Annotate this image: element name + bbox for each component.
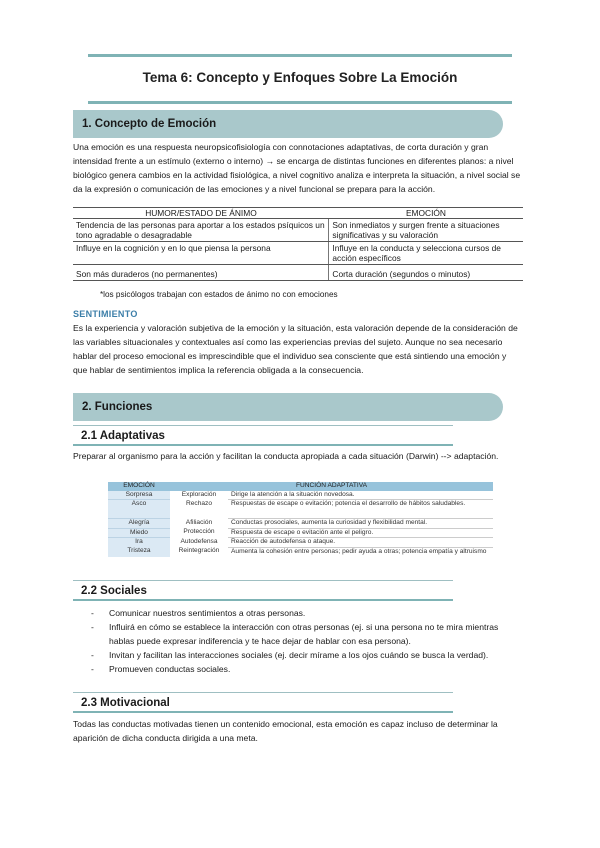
psychologists-note: *los psicólogos trabajan con estados de ánimo no con emociones [100,290,338,299]
emotion-cell: Asco [108,500,170,519]
table-header-row [108,482,493,491]
description-cell: Respuesta de escape o evitación ante el peligro. [228,528,493,538]
list-item-text: Invitan y facilitan las interacciones sociales (ej. decir mírame a los ojos cuándo se busca la verdad). [109,650,489,660]
title-underline [88,101,512,104]
table-row [108,491,493,500]
section-heading-funciones: 2. Funciones [73,393,503,421]
sentimiento-title: SENTIMIENTO [73,309,138,319]
top-rule [88,54,512,57]
comparison-table [73,207,523,281]
table-row [108,528,493,538]
table-row [108,547,493,556]
subheading-sociales: 2.2 Sociales [73,580,453,601]
bullet-dash: - [91,622,94,632]
sociales-list [73,606,523,676]
function-cell: Autodefensa [180,537,218,545]
table-cell: Influye en la conducta y selecciona cursos de acción específicos [329,242,523,265]
emotion-cell: Miedo [108,528,170,538]
table-row [73,219,523,242]
function-cell: Rechazo [185,499,213,507]
list-item [73,662,523,676]
table-row [73,265,523,281]
list-item [73,620,523,648]
table-row [108,519,493,529]
concepto-paragraph: Una emoción es una respuesta neuropsicofisiología con connotaciones adaptativas, de corta duración y gran intensidad frente a un estímulo (externo o interno) → se encarga de distintas funciones en diferentes planos: a nivel biológico genera cambios en la actividad fisiológica, a nivel cognitivo analiza e interpreta la situación, a nivel social se da la expresión o comunicación de las emociones y a nivel funcional se prepara para la acción. [73,142,521,194]
description-cell: Respuestas de escape o evitación; potencia el desarrollo de hábitos saludables. [228,500,493,519]
bullet-dash: - [91,650,94,660]
function-cell: Afiliación [185,518,213,526]
table-cell: Tendencia de las personas para aportar a los estados psíquicos un tono agradable o desagradable [73,219,329,242]
table-cell: Son más duraderos (no permanentes) [73,265,329,281]
page-title: Tema 6: Concepto y Enfoques Sobre La Emoción [142,70,458,85]
subheading-motivacional: 2.3 Motivacional [73,692,453,713]
subheading-adaptativas: 2.1 Adaptativas [73,425,453,446]
list-item-text: Comunicar nuestros sentimientos a otras personas. [109,608,306,618]
description-cell: Dirige la atención a la situación novedosa. [228,491,493,500]
motivacional-paragraph: Todas las conductas motivadas tienen un contenido emocional, esta emoción es capaz incluso de determinar la aparición de dicha conducta dirigida a una meta. [73,719,498,743]
list-item [73,648,523,662]
header-emocion: EMOCIÓN [329,208,523,219]
bullet-dash: - [91,608,94,618]
header-emocion: EMOCIÓN [108,482,170,491]
adaptive-function-table [108,482,493,557]
list-item [73,606,523,620]
header-funcion: FUNCIÓN ADAPTATIVA [170,482,493,491]
function-cell: Reintegración [178,547,220,555]
header-humor: HUMOR/ESTADO DE ÁNIMO [73,208,329,219]
table-row [108,538,493,548]
table-cell: Influye en la cognición y en lo que piensa la persona [73,242,329,265]
section-heading-concepto: 1. Concepto de Emoción [73,110,503,138]
adaptativas-paragraph: Preparar al organismo para la acción y facilitan la conducta apropiada a cada situación (Darwin) --> adaptación. [73,451,499,461]
list-item-text: Influirá en cómo se establece la interacción con otras personas (ej. si una persona no te mira mientras hablas puede expresar indiferencia y te hace dejar de hablar con esa persona). [109,622,499,646]
description-cell: Aumenta la cohesión entre personas; pedir ayuda a otras; potencia empatía y altruismo [231,547,487,555]
emotion-cell: Sorpresa [108,491,170,500]
table-cell: Corta duración (segundos o minutos) [329,265,523,281]
description-cell: Reacción de autodefensa o ataque. [228,538,493,548]
emotion-cell: Alegría [108,519,170,529]
sentimiento-paragraph: Es la experiencia y valoración subjetiva de la emoción y la situación, esta valoración depende de la consideración de las variables situacionales y contextuales así como las experiencias previas del sujeto. Aunque no sea necesario hablar del proceso emocional es imprescindible que el individuo sea consciente que está sintiendo una emoción y que hablar de sentimientos implica la referencia obligada a la consecuencia. [73,323,518,375]
function-cell: Exploración [181,490,217,498]
table-header-row [73,208,523,219]
table-cell: Son inmediatos y surgen frente a situaciones significativas y su valoración [329,219,523,242]
table-row [73,242,523,265]
table-row [108,500,493,519]
function-cell: Protección [183,528,215,536]
emotion-cell: Tristeza [108,547,170,556]
description-cell: Conductas prosociales, aumenta la curiosidad y flexibilidad mental. [228,519,493,529]
list-item-text: Promueven conductas sociales. [109,664,231,674]
bullet-dash: - [91,664,94,674]
emotion-cell: Ira [108,538,170,548]
